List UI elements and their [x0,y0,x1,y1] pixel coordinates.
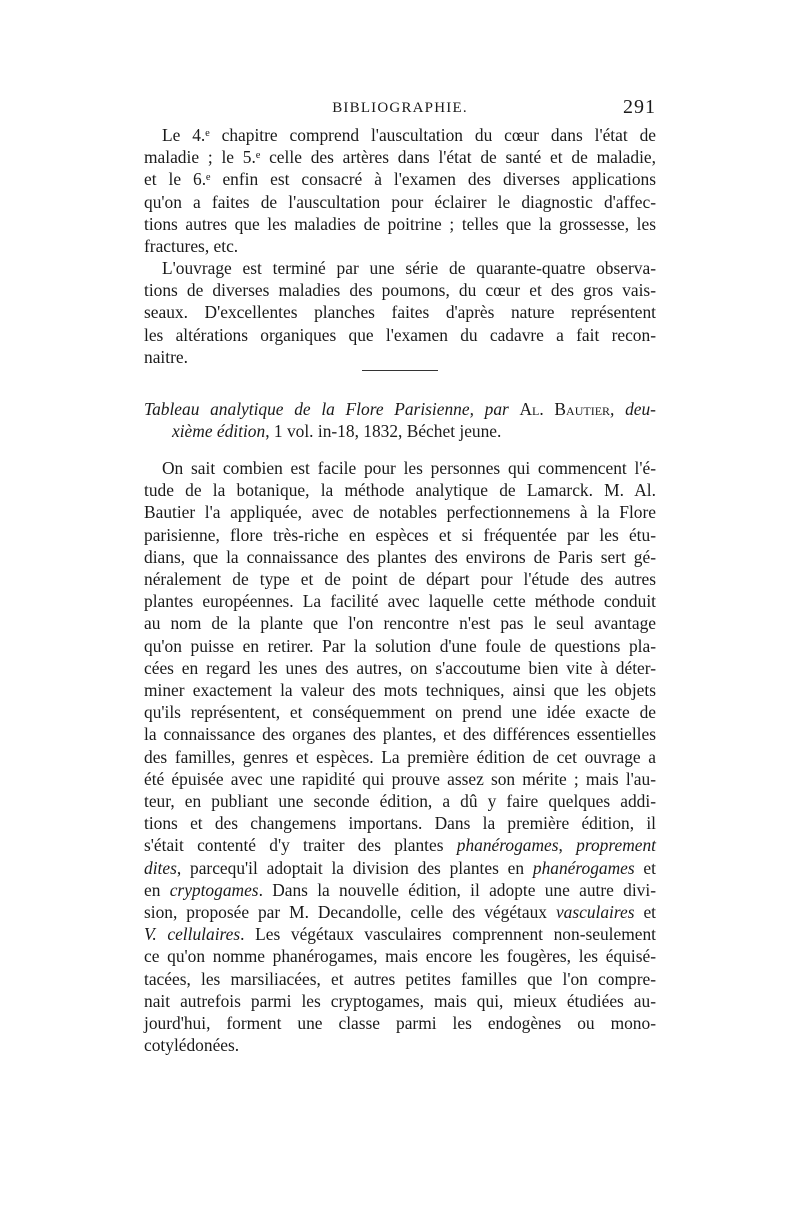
text-line: tions de diverses maladies des poumons, du cœur et des gros vais- [144,280,656,301]
paragraph-conclusion [144,257,656,368]
text-line: néralement de type et de point de départ pour l'étude des autres [144,569,656,590]
text-run-italic: phanérogames [456,835,559,856]
text-run: et [634,857,656,878]
book-publication-info: , 1 vol. in-18, 1832, Béchet jeune. [265,421,502,441]
text-line: miner exactement la valeur des mots techniques, ainsi que les objets [144,680,656,701]
text-run: , [558,835,577,856]
text-run-italic: dites [144,857,177,878]
text-line [144,923,656,945]
text-run: sion, proposée par M. Decandolle, celle des végétaux [144,902,556,923]
text-line: L'ouvrage est terminé par une série de quarante-quatre observa- [162,258,656,278]
text-run-italic: cryptogames [169,879,259,900]
text-run: s'était contenté d'y traiter des plantes [144,835,457,856]
text-line: les altérations organiques que l'examen du cadavre a fait recon- [144,324,656,345]
text-line: dians, que la connaissance des plantes des environs de Paris sert gé- [144,546,656,567]
text-run-italic: vasculaires [555,902,635,923]
text-line: cotylédonées. [144,1035,240,1056]
text-line: cées en regard les unes des autres, on s'accoutume bien vite à déter- [144,657,656,678]
book-author: Al. Bautier [519,399,611,419]
text-line: tions et des changemens importans. Dans la première édition, il [144,813,656,834]
text-line: la connaissance des organes des plantes, et des différences essentielles [144,724,656,745]
text-line: des familles, genres et espèces. La première édition de cet ouvrage a [144,746,656,767]
text-line: jourd'hui, forment une classe parmi les endogènes ou mono- [144,1013,656,1034]
text-run: . Les végétaux vasculaires comprennent non-seulement [240,924,656,945]
text-line: au nom de la plante que l'on rencontre n'est pas le seul avantage [144,613,656,634]
running-title: BIBLIOGRAPHIE. [332,100,468,116]
text-line: plantes européennes. La facilité avec laquelle cette méthode conduit [144,591,656,612]
text-run: et [634,902,657,923]
text-line: fractures, etc. [144,236,239,257]
paragraph-chapters [144,124,656,257]
text-line: On sait combien est facile pour les personnes qui commencent l'é- [162,458,656,478]
text-line: tude de la botanique, la méthode analytique de Lamarck. M. Al. [144,480,656,501]
review-heading-line [144,420,656,442]
text-run-italic: phanérogames [532,857,635,878]
text-line: été épuisée avec une rapidité qui prouve assez son mérite ; mais l'au- [144,768,656,789]
text-line: nait autrefois parmi les cryptogames, mais qui, mieux étudiées au- [144,990,656,1011]
running-head [144,96,656,120]
text-line: parisienne, flore très-riche en espèces et si fréquentée par les étu- [144,524,656,545]
text-run-italic: proprement [576,835,656,856]
text-line: maladie ; le 5.ᵉ celle des artères dans l'état de santé et de maladie, [144,147,656,168]
text-line [144,901,656,923]
text-line [144,857,656,879]
text-run: en [144,879,170,900]
book-title: Tableau analytique de la Flore Parisienne, par [144,399,509,419]
text-line: qu'ils représentent, et conséquemment on prend une idée exacte de [144,702,656,723]
book-title-continued: , deu- [610,399,656,419]
text-line: teur, en publiant une seconde édition, a dû y faire quelques addi- [144,791,656,812]
review-heading-line [144,398,656,420]
text-line: qu'on puisse en retirer. Par la solution d'une foule de questions pla- [144,635,656,656]
text-line: qu'on a faites de l'auscultation pour éclairer le diagnostic d'affec- [144,191,656,212]
page-number: 291 [623,96,656,118]
text-line: Le 4.ᵉ chapitre comprend l'auscultation du cœur dans l'état de [162,125,656,145]
text-line: ce qu'on nomme phanérogames, mais encore les fougères, les équisé- [144,946,656,967]
text-run: , parcequ'il adoptait la division des plantes en [176,857,533,878]
text-run: . Dans la nouvelle édition, il adopte une autre divi- [258,879,656,900]
text-line [144,834,656,856]
text-run-italic: V. cellulaires [144,924,241,945]
book-edition: xième édition [172,421,266,441]
text-line: Bautier l'a appliquée, avec de notables perfectionnemens à la Flore [144,502,656,523]
review-heading [144,398,656,442]
paragraph-review [144,457,656,1056]
text-line [144,879,656,901]
text-line: seaux. D'excellentes planches faites d'après nature représentent [144,302,656,323]
text-line: tacées, les marsiliacées, et autres petites familles que l'on compre- [144,968,656,989]
text-line: tions autres que les maladies de poitrine ; telles que la grossesse, les [144,213,656,234]
section-divider [362,370,438,371]
text-line: et le 6.ᵉ enfin est consacré à l'examen des diverses applications [144,169,656,190]
text-line: naitre. [144,346,188,367]
